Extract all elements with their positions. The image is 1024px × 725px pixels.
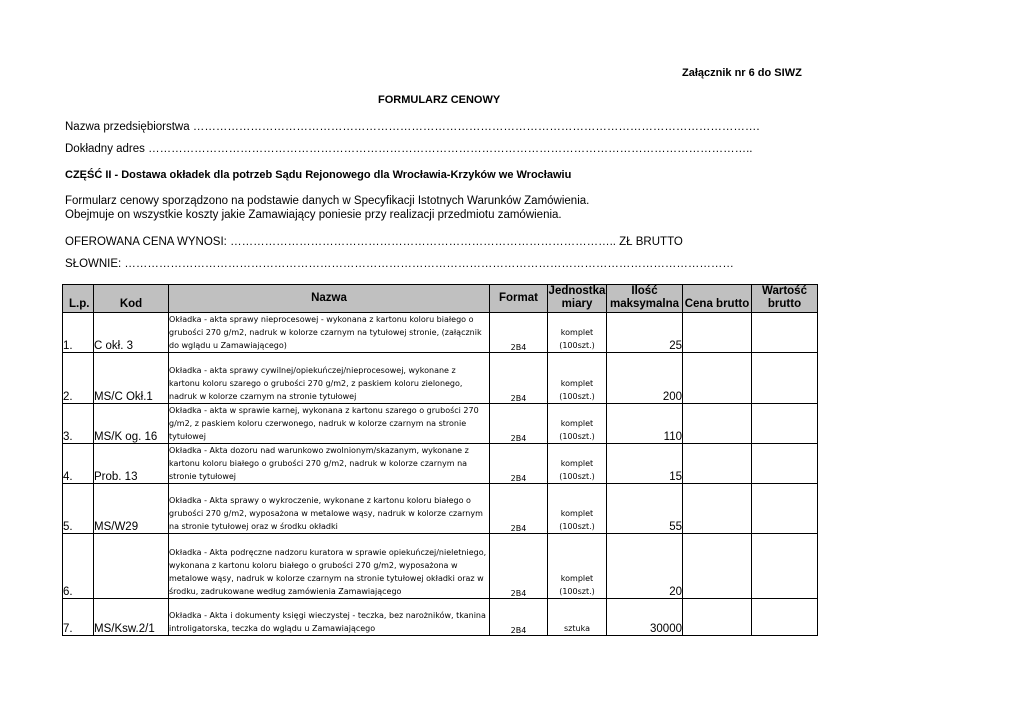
table-header-row <box>63 285 818 313</box>
row-wartosc-input[interactable] <box>752 534 818 599</box>
header-format: Format <box>490 285 548 313</box>
row-nazwa: Okładka - akta w sprawie karnej, wykonana z kartonu szarego o grubości 270 g/m2, z paskiem koloru czerwonego, nadruk w kolorze czarnym na stronie tytułowej <box>169 404 490 444</box>
table-row <box>63 404 818 444</box>
row-kod: MS/Ksw.2/1 <box>94 599 169 636</box>
row-ilosc: 20 <box>607 534 683 599</box>
table-row <box>63 353 818 404</box>
header-kod: Kod <box>94 285 169 313</box>
row-ilosc: 15 <box>607 444 683 484</box>
row-ilosc: 55 <box>607 484 683 534</box>
row-nazwa: Okładka - akta sprawy nieprocesowej - wykonana z kartonu koloru białego o grubości 270 g/m2, nadruk w kolorze czarnym na tytułowej stronie, (załącznik do wglądu u Zamawiającego) <box>169 313 490 353</box>
row-kod: MS/C Okł.1 <box>94 353 169 404</box>
part-title: CZĘŚĆ II - Dostawa okładek dla potrzeb Sądu Rejonowego dla Wrocławia-Krzyków we Wrocławiu <box>65 169 572 181</box>
row-cena-input[interactable] <box>683 353 752 404</box>
row-ilosc: 200 <box>607 353 683 404</box>
row-kod: Prob. 13 <box>94 444 169 484</box>
row-wartosc-input[interactable] <box>752 313 818 353</box>
header-jednostka-line2: miary <box>561 298 593 310</box>
table-row <box>63 599 818 636</box>
note-line-1: Formularz cenowy sporządzono na podstawie danych w Specyfikacji Istotnych Warunków Zamówienia. <box>65 195 590 207</box>
row-ilosc: 30000 <box>607 599 683 636</box>
row-lp: 2. <box>63 353 94 404</box>
row-jednostka-line1: komplet <box>560 419 594 428</box>
row-nazwa: Okładka - akta sprawy cywilnej/opiekuńczej/nieprocesowej, wykonane z kartonu koloru szarego o grubości 270 g/m2, z paskiem koloru zielonego, nadruk w kolorze czarnym na stronie tytułowej <box>169 353 490 404</box>
row-jednostka-line2: (100szt.) <box>559 472 595 481</box>
price-table <box>62 284 818 636</box>
header-cena: Cena brutto <box>683 285 752 313</box>
row-jednostka <box>548 353 607 404</box>
row-nazwa: Okładka - Akta sprawy o wykroczenie, wykonane z kartonu koloru białego o grubości 270 g/m2, wyposażona w metalowe wąsy, nadruk w kolorze czarnym na stronie tytułowej oraz w środku okładki <box>169 484 490 534</box>
row-jednostka <box>548 404 607 444</box>
offered-price-field[interactable]: OFEROWANA CENA WYNOSI: ……………………………………………………………………………………….. ZŁ BRUTTO <box>65 236 683 248</box>
row-cena-input[interactable] <box>683 534 752 599</box>
address-field[interactable]: Dokładny adres ………………………………………………………………………………………………………………………………………….. <box>65 143 753 155</box>
row-lp: 3. <box>63 404 94 444</box>
header-jednostka-line1: Jednostka <box>548 285 606 297</box>
row-lp: 5. <box>63 484 94 534</box>
note-line-2: Obejmuje on wszystkie koszty jakie Zamawiający poniesie przy realizacji przedmiotu zamówienia. <box>65 209 562 221</box>
row-cena-input[interactable] <box>683 599 752 636</box>
row-ilosc: 25 <box>607 313 683 353</box>
row-wartosc-input[interactable] <box>752 599 818 636</box>
row-lp: 1. <box>63 313 94 353</box>
row-format: 2B4 <box>490 313 548 353</box>
table-row <box>63 534 818 599</box>
header-ilosc <box>607 285 683 313</box>
header-ilosc-line1: Ilość <box>631 285 658 297</box>
row-lp: 6. <box>63 534 94 599</box>
header-nazwa: Nazwa <box>169 285 490 313</box>
row-jednostka-line1: komplet <box>560 459 594 468</box>
row-format: 2B4 <box>490 404 548 444</box>
row-nazwa: Okładka - Akta podręczne nadzoru kuratora w sprawie opiekuńczej/nieletniego, wykonana z kartonu koloru białego o grubości 270 g/m2, wyposażona w metalowe wąsy, nadruk w kolorze czarnym na stronie tytułowej okładki oraz w środku, zadrukowane według zamówienia Zamawiającego <box>169 534 490 599</box>
row-jednostka-line1: sztuka <box>564 624 590 633</box>
row-jednostka-line2: (100szt.) <box>559 522 595 531</box>
row-jednostka <box>548 313 607 353</box>
row-format: 2B4 <box>490 599 548 636</box>
row-jednostka-line2: (100szt.) <box>559 587 595 596</box>
row-jednostka <box>548 534 607 599</box>
row-jednostka-line1: komplet <box>560 328 594 337</box>
row-jednostka <box>548 444 607 484</box>
row-wartosc-input[interactable] <box>752 353 818 404</box>
row-cena-input[interactable] <box>683 313 752 353</box>
table-row <box>63 484 818 534</box>
row-jednostka-line1: komplet <box>560 509 594 518</box>
row-wartosc-input[interactable] <box>752 444 818 484</box>
attachment-label: Załącznik nr 6 do SIWZ <box>682 67 802 79</box>
row-nazwa: Okładka - Akta dozoru nad warunkowo zwolnionym/skazanym, wykonane z kartonu koloru białego o grubości 270 g/m2, nadruk w kolorze czarnym na stronie tytułowej <box>169 444 490 484</box>
row-kod: C okł. 3 <box>94 313 169 353</box>
row-jednostka-line1: komplet <box>560 574 594 583</box>
header-wartosc-line2: brutto <box>767 298 802 310</box>
row-wartosc-input[interactable] <box>752 404 818 444</box>
row-format: 2B4 <box>490 484 548 534</box>
page-title: FORMULARZ CENOWY <box>378 94 501 106</box>
header-ilosc-line2: maksymalna <box>609 298 680 310</box>
row-lp: 4. <box>63 444 94 484</box>
row-cena-input[interactable] <box>683 484 752 534</box>
header-wartosc <box>752 285 818 313</box>
row-lp: 7. <box>63 599 94 636</box>
row-ilosc: 110 <box>607 404 683 444</box>
row-kod: MS/W29 <box>94 484 169 534</box>
row-nazwa: Okładka - Akta i dokumenty księgi wieczystej - teczka, bez narożników, tkanina introligatorska, teczka do wglądu u Zamawiającego <box>169 599 490 636</box>
row-jednostka-line2: (100szt.) <box>559 432 595 441</box>
header-lp: L.p. <box>63 285 94 313</box>
row-format: 2B4 <box>490 353 548 404</box>
company-name-field[interactable]: Nazwa przedsiębiorstwa …………………………………………………………………………………………………………………………………. <box>65 121 760 133</box>
row-format: 2B4 <box>490 534 548 599</box>
row-kod: MS/K og. 16 <box>94 404 169 444</box>
row-jednostka <box>548 484 607 534</box>
header-wartosc-line1: Wartość <box>762 285 807 297</box>
table-row <box>63 444 818 484</box>
row-cena-input[interactable] <box>683 404 752 444</box>
table-row <box>63 313 818 353</box>
row-cena-input[interactable] <box>683 444 752 484</box>
row-jednostka-line2: (100szt.) <box>559 392 595 401</box>
row-jednostka-line2: (100szt.) <box>559 341 595 350</box>
row-kod <box>94 534 169 599</box>
row-jednostka-line1: komplet <box>560 379 594 388</box>
row-format: 2B4 <box>490 444 548 484</box>
row-jednostka <box>548 599 607 636</box>
row-wartosc-input[interactable] <box>752 484 818 534</box>
header-jednostka <box>548 285 607 313</box>
price-in-words-field[interactable]: SŁOWNIE: …………………………………………………………………………………………………………………………………………… <box>65 258 734 270</box>
